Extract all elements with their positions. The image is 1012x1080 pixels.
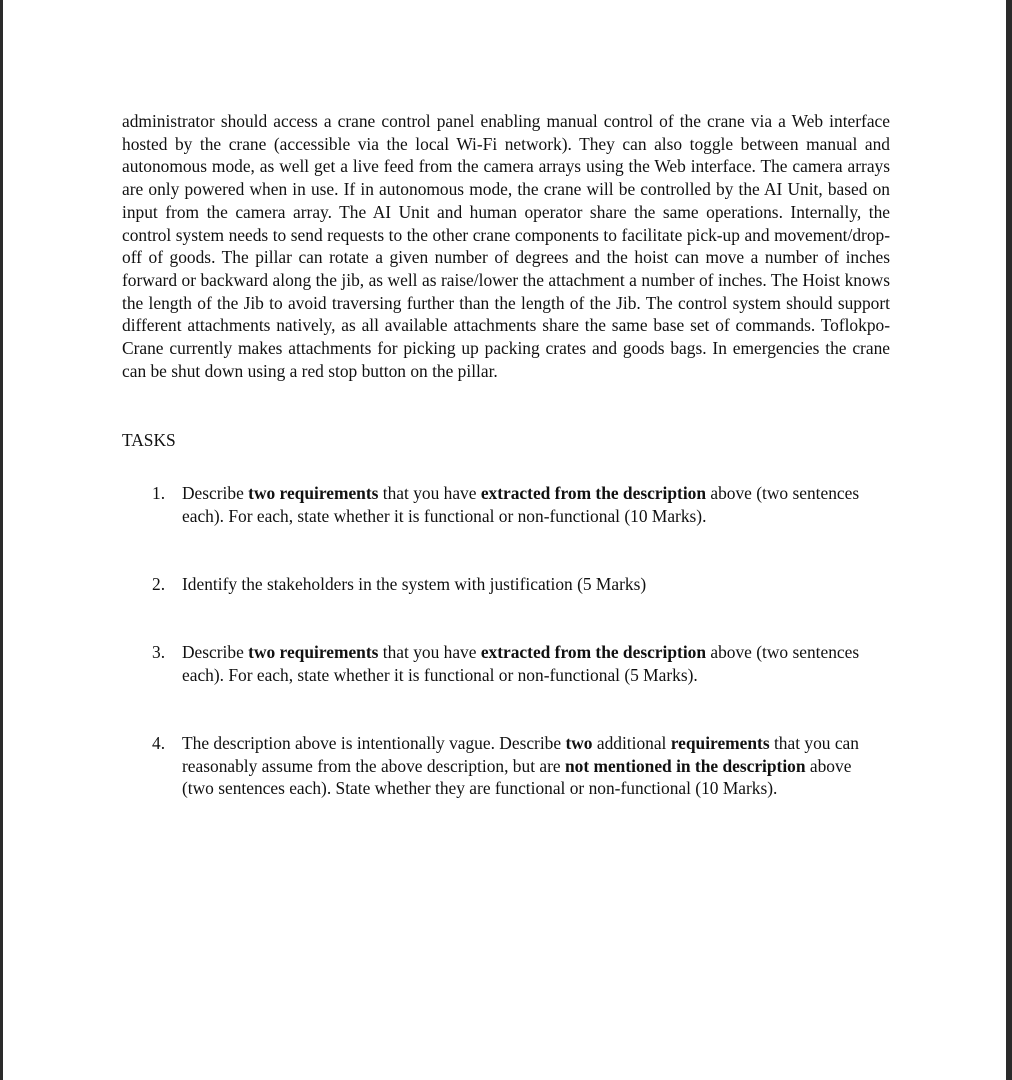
intro-paragraph: administrator should access a crane control panel enabling manual control of the crane via a Web interface hosted by the crane (accessible via the local Wi-Fi network). They can also toggle between manual and autonomous mode, as well get a live feed from the camera arrays using the Web interface. The camera arrays are only powered when in use. If in autonomous mode, the crane will be controlled by the AI Unit, based on input from the camera array. The AI Unit and human operator share the same operations. Internally, the control system needs to send requests to the other crane components to facilitate pick-up and movement/drop-off of goods. The pillar can rotate a given number of degrees and the hoist can move a number of inches forward or backward along the jib, as well as raise/lower the attachment a number of inches. The Hoist knows the length of the Jib to avoid traversing further than the length of the Jib. The control system should support different attachments natively, as all available attachments share the same base set of commands. Toflokpo-Crane currently makes attachments for picking up packing crates and goods bags. In emergencies the crane can be shut down using a red stop button on the pillar. bbox=[122, 111, 890, 381]
task-number: 1. bbox=[152, 483, 166, 503]
task-text: Describe two requirements that you have extracted from the description above (two sentences each). For each, state whether it is functional or non-functional (10 Marks). bbox=[182, 483, 860, 526]
task-item-2 bbox=[152, 573, 860, 596]
tasks-heading: TASKS bbox=[122, 430, 176, 450]
left-border bbox=[0, 0, 3, 1080]
task-number: 4. bbox=[152, 733, 166, 753]
task-number: 3. bbox=[152, 642, 166, 662]
task-number: 2. bbox=[152, 574, 166, 594]
task-item-1 bbox=[152, 482, 860, 527]
task-text: Identify the stakeholders in the system with justification (5 Marks) bbox=[182, 574, 647, 594]
right-border bbox=[1006, 0, 1012, 1080]
task-text: The description above is intentionally vague. Describe two additional requirements that you can reasonably assume from the above description, but are not mentioned in the description above (two sentences each). State whether they are functional or non-functional (10 Marks). bbox=[182, 733, 859, 799]
document-page bbox=[122, 110, 890, 799]
task-item-3 bbox=[152, 641, 860, 686]
task-text: Describe two requirements that you have extracted from the description above (two sentences each). For each, state whether it is functional or non-functional (5 Marks). bbox=[182, 642, 860, 685]
task-item-4 bbox=[152, 732, 860, 800]
